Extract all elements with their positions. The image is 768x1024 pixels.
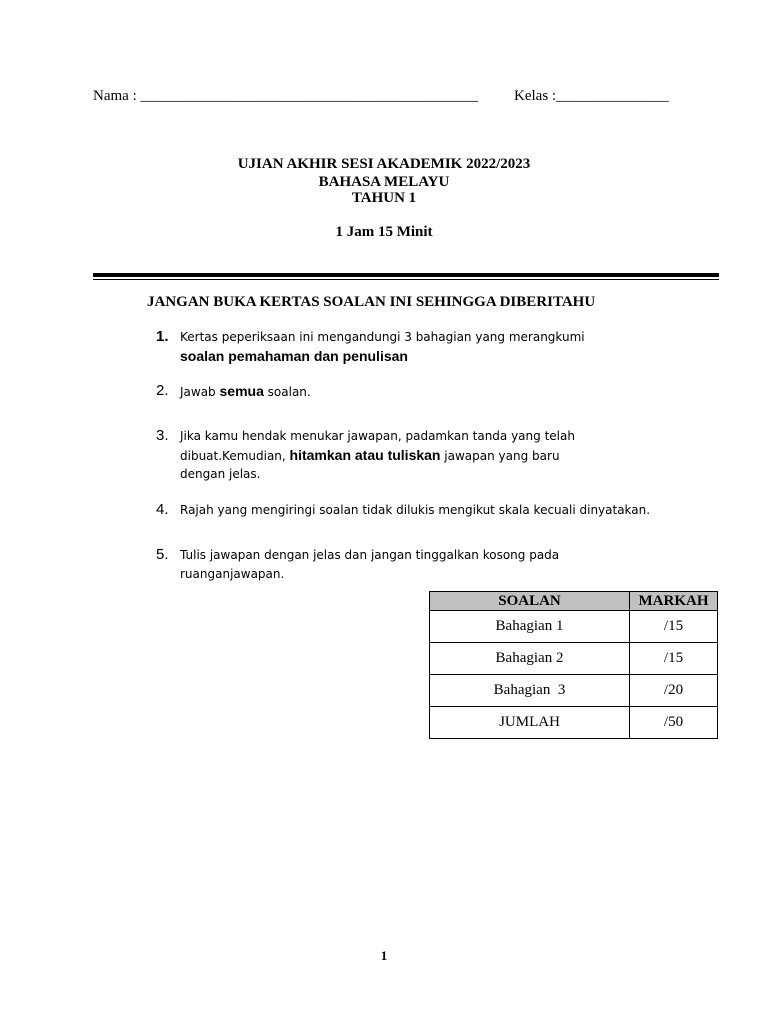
instruction-3-line-2-post: jawapan yang baru [440, 449, 560, 463]
instruction-number: 5. [156, 546, 169, 563]
row-marks: /15 [630, 611, 718, 643]
nama-label: Nama : [93, 88, 137, 104]
header-markah: MARKAH [630, 592, 718, 611]
table-row [430, 643, 718, 675]
row-marks: /15 [630, 643, 718, 675]
kelas-blank-line: _______________ [556, 88, 669, 104]
kelas-label: Kelas : [514, 88, 557, 104]
instruction-4: Rajah yang mengiringi soalan tidak dilukis mengikut skala kecuali dinyatakan. [180, 503, 651, 517]
row-section: Bahagian 3 [430, 675, 630, 707]
instruction-2-emphasis: semua [219, 383, 264, 399]
row-section: Bahagian 1 [430, 611, 630, 643]
table-row [430, 675, 718, 707]
warning-heading: JANGAN BUKA KERTAS SOALAN INI SEHINGGA DIBERITAHU [147, 294, 596, 310]
instruction-number: 3. [156, 427, 169, 444]
instruction-3-line-2 [180, 446, 560, 466]
instruction-number: 2. [156, 382, 169, 399]
duration: 1 Jam 15 Minit [335, 224, 433, 240]
nama-field [93, 88, 478, 105]
instruction-2 [180, 382, 311, 402]
row-marks: /20 [630, 675, 718, 707]
year-title: TAHUN 1 [351, 190, 417, 206]
page-number: 1 [380, 948, 388, 963]
instruction-1-line-2: soalan pemahaman dan penulisan [180, 348, 408, 364]
instruction-number: 1. [156, 328, 169, 345]
instruction-1-line-1: Kertas peperiksaan ini mengandungi 3 bahagian yang merangkumi [180, 330, 585, 344]
table-row [430, 611, 718, 643]
row-section: Bahagian 2 [430, 643, 630, 675]
instruction-2-pre: Jawab [180, 385, 220, 399]
row-section: JUMLAH [430, 707, 630, 739]
instruction-3-line-3: dengan jelas. [180, 467, 261, 481]
instruction-3-line-2-pre: dibuat.Kemudian, [180, 449, 290, 463]
marks-table [429, 591, 718, 739]
kelas-field [514, 88, 669, 105]
table-row [430, 707, 718, 739]
divider-thin [93, 279, 719, 280]
divider-thick [93, 273, 719, 277]
instruction-5-line-2: ruanganjawapan. [180, 567, 285, 581]
header-soalan: SOALAN [430, 592, 630, 611]
table-header-row [430, 592, 718, 611]
instruction-2-post: soalan. [263, 385, 311, 399]
exam-title: UJIAN AKHIR SESI AKADEMIK 2022/2023 [237, 156, 531, 172]
subject-title: BAHASA MELAYU [318, 174, 450, 190]
instruction-3-line-1: Jika kamu hendak menukar jawapan, padamkan tanda yang telah [180, 429, 575, 443]
nama-blank-line: _____________________________________________ [140, 88, 478, 104]
row-marks: /50 [630, 707, 718, 739]
instruction-3-emphasis: hitamkan atau tuliskan [289, 447, 441, 463]
instruction-number: 4. [156, 501, 169, 518]
instruction-5-line-1: Tulis jawapan dengan jelas dan jangan tinggalkan kosong pada [180, 548, 560, 562]
